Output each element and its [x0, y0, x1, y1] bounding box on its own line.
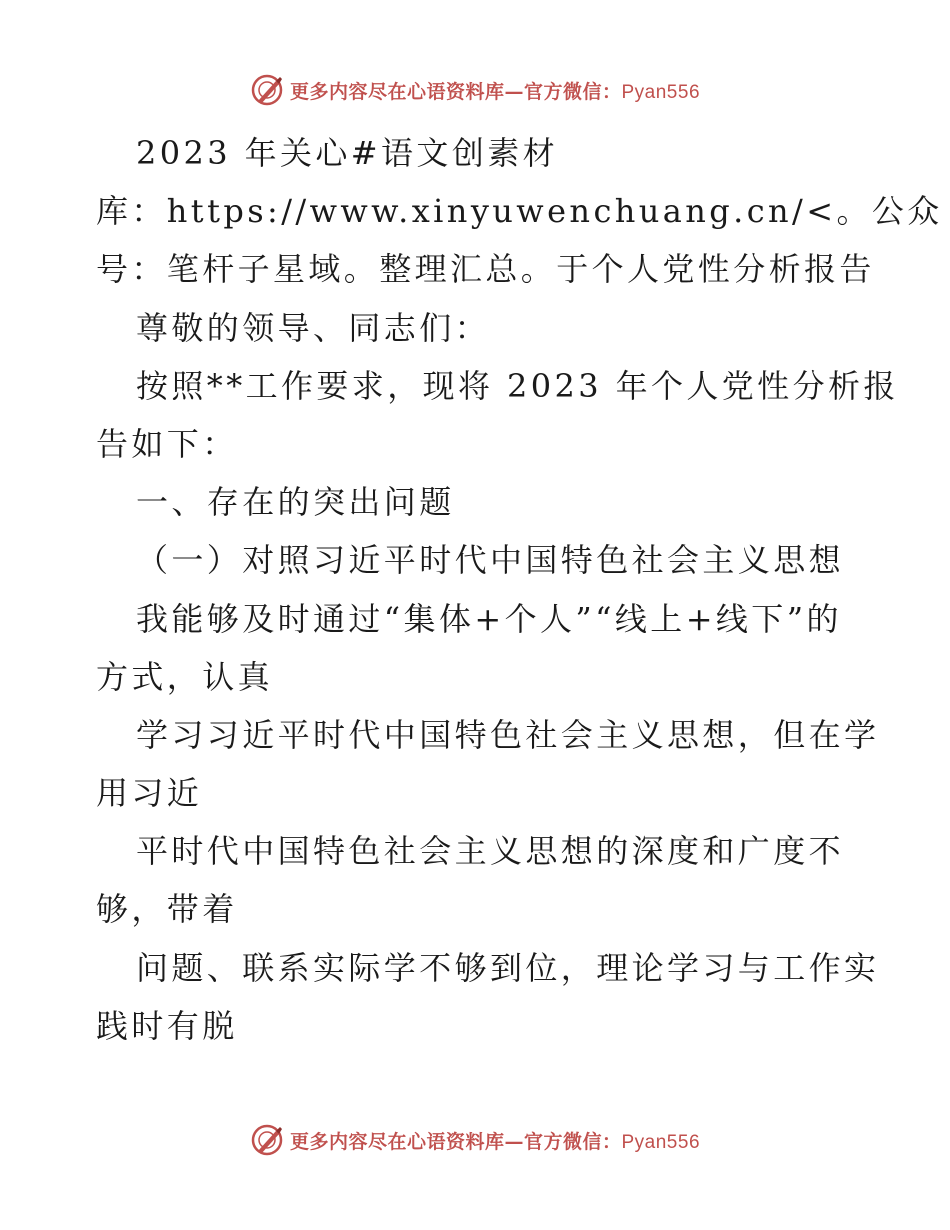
header-watermark-banner — [0, 70, 950, 110]
text-line: 库：https://www.xinyuwenchuang.cn/<。公众 — [96, 192, 943, 231]
brush-pen-logo-icon — [250, 73, 284, 107]
text-line: 号：笔杆子星域。整理汇总。于个人党性分析报告 — [96, 250, 875, 289]
footer-watermark-banner — [0, 1120, 950, 1160]
text-line: 够，带着 — [96, 890, 238, 929]
text-line: 方式，认真 — [96, 657, 274, 696]
text-line: 学习习近平时代中国特色社会主义思想，但在学 — [136, 715, 880, 754]
footer-watermark-text: 更多内容尽在心语资料库—官方微信：Pyan556 — [289, 1130, 701, 1153]
document-body — [96, 124, 943, 1055]
text-line: 告如下： — [96, 424, 238, 463]
text-line: 我能够及时通过“集体+个人”“线上+线下”的 — [136, 599, 842, 638]
header-watermark-text: 更多内容尽在心语资料库—官方微信：Pyan556 — [289, 80, 701, 103]
text-line: 按照**工作要求，现将 2023 年个人党性分析报 — [136, 366, 899, 405]
text-line: （一）对照习近平时代中国特色社会主义思想 — [136, 541, 845, 580]
text-line: 平时代中国特色社会主义思想的深度和广度不 — [136, 832, 845, 871]
text-line: 一、存在的突出问题 — [136, 483, 455, 522]
text-line: 用习近 — [96, 774, 203, 813]
text-line: 2023 年关心#语文创素材 — [136, 134, 559, 172]
text-line: 践时有脱 — [96, 1006, 238, 1045]
text-line: 问题、联系实际学不够到位，理论学习与工作实 — [136, 948, 880, 987]
brush-pen-logo-icon — [250, 1123, 284, 1157]
text-line: 尊敬的领导、同志们： — [136, 308, 491, 347]
